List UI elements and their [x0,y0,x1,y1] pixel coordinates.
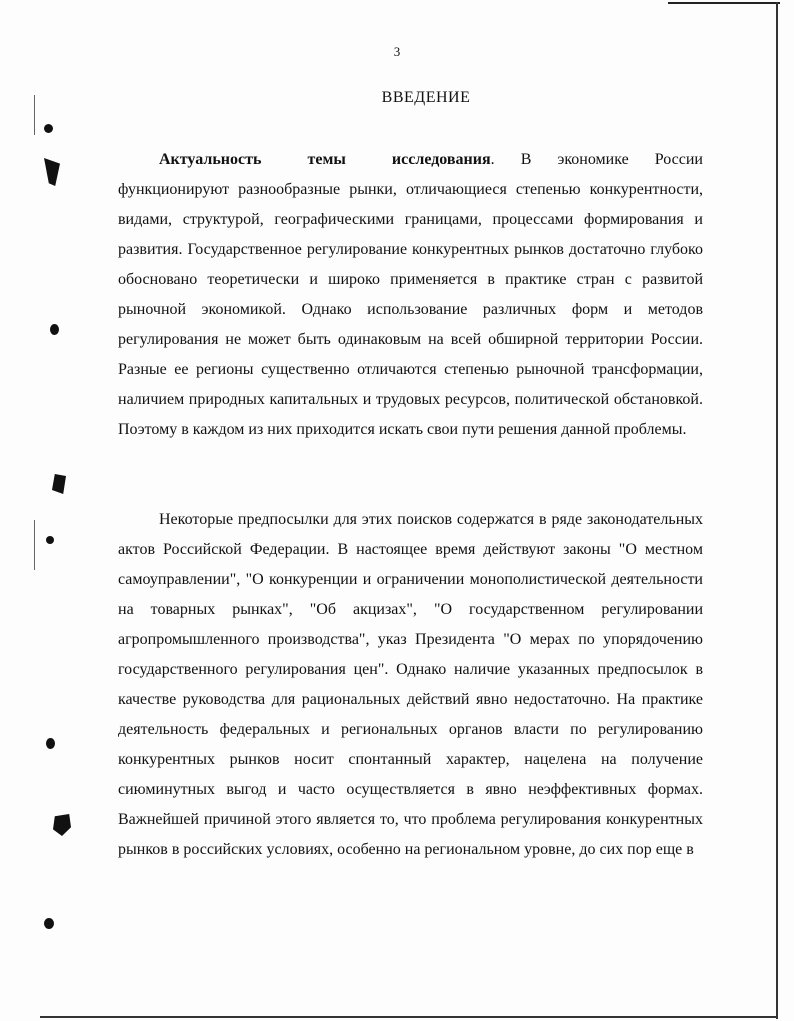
scan-border-top [668,2,780,4]
punch-hole-mark [53,814,71,836]
paragraph-prerequisites [118,505,703,865]
punch-hole-mark [52,474,66,494]
punch-hole-mark [46,536,54,544]
paragraph-relevance [118,145,703,445]
punch-hole-mark [44,124,53,133]
page-number: 3 [393,44,401,59]
paragraph-lead: Актуальность темы исследования [159,151,491,168]
scan-margin-line [34,520,35,570]
section-heading: ВВЕДЕНИЕ [381,89,471,106]
scan-border-right [776,2,778,1019]
punch-hole-mark [44,158,60,186]
paragraph-text: . В экономике России функционируют разнообразные рынки, отличающиеся степенью конкурентности, видами, структурой, географическими границами, процессами формирования и развития. Государственное регулирование конкурентных рынков достаточно глубоко обосновано теоретически и широко применяется в практике стран с развитой рыночной экономикой. Однако использование различных форм и методов регулирования не может быть одинаковым на всей обширной территории России. Разные ее регионы существенно отличаются степенью рыночной трансформации, наличием природных капитальных и трудовых ресурсов, политической обстановкой. Поэтому в каждом из них приходится искать свои пути решения данной проблемы. [118,151,703,438]
paragraph-text: Некоторые предпосылки для этих поисков содержатся в ряде законодательных актов Российской Федерации. В настоящее время действуют законы "О местном самоуправлении", "О конкуренции и ограничении монополистической деятельности на товарных рынках", "Об акцизах", "О государственном регулировании агропромышленного производства", указ Президента "О мерах по упорядочению государственного регулирования цен". Однако наличие указанных предпосылок в качестве руководства для рациональных действий явно недостаточно. На практике деятельность федеральных и региональных органов власти по регулированию конкурентных рынков носит спонтанный характер, нацелена на получение сиюминутных выгод и часто осуществляется в явно неэффективных формах. Важнейшей причиной этого является то, что проблема регулирования конкурентных рынков в российских условиях, особенно на региональном уровне, до сих пор еще в [118,511,703,858]
scan-border-bottom [40,1016,778,1018]
punch-hole-mark [46,738,55,749]
punch-hole-mark [50,324,59,335]
punch-hole-mark [44,918,54,929]
